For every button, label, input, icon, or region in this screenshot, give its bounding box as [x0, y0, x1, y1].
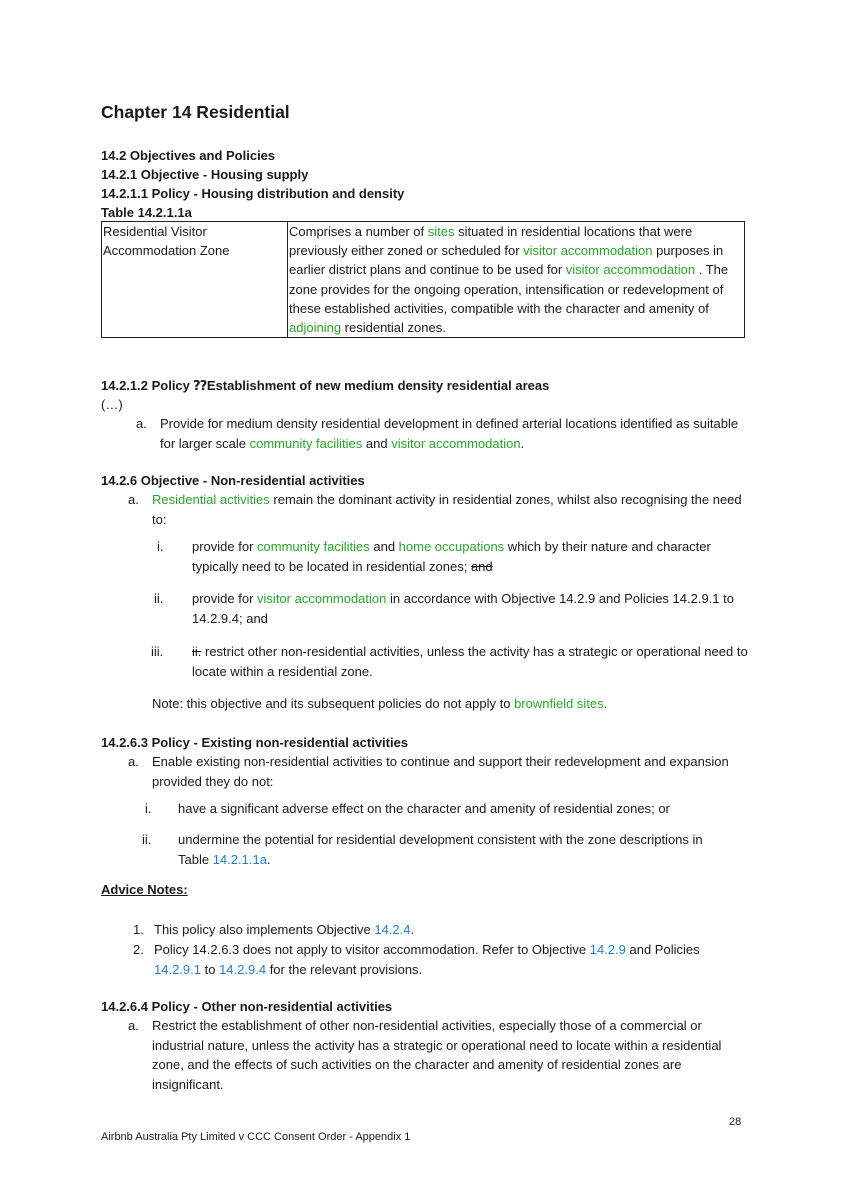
objective-1426-note [152, 694, 742, 714]
list-marker: 1. [133, 922, 144, 937]
note-text: . [603, 696, 608, 711]
item-text: provide for [192, 539, 258, 554]
chapter-title: Chapter 14 Residential [101, 102, 290, 122]
table-row [102, 222, 745, 338]
defined-term-home-occupations[interactable]: home occupations [398, 539, 505, 554]
zone-description-text: . The zone provides for the ongoing operation, intensification or redevelopment of these established activities, compatible with the character and amenity of [289, 262, 729, 316]
item-text: restrict other non-residential activities, unless the activity has a strategic or operational need to locate within a residential zone. [192, 644, 748, 679]
zone-name-cell [102, 222, 288, 338]
zone-description-text: situated in residential locations that were previously either zoned or scheduled for [289, 224, 693, 259]
cross-reference-link[interactable]: 14.2.4 [374, 922, 411, 937]
objective-1426-item-ii [192, 589, 752, 628]
defined-term-visitor-accommodation[interactable]: visitor accommodation [565, 262, 696, 278]
zone-name: Residential Visitor Accommodation Zone [103, 224, 230, 259]
heading-policy-housing-distribution: 14.2.1.1 Policy - Housing distribution and density [101, 186, 405, 201]
note-text: Note: this objective and its subsequent policies do not apply to [152, 696, 515, 711]
defined-term-brownfield-sites[interactable]: brownfield sites [514, 696, 604, 711]
list-marker: ii. [154, 591, 164, 606]
policy-14263-item-a: Enable existing non-residential activities to continue and support their redevelopment and expansion provided they do not: [152, 754, 729, 789]
list-marker: i. [145, 801, 152, 816]
zone-description-text: residential zones. [341, 320, 446, 336]
note-text: to [201, 961, 220, 977]
policy-14212-item-a [160, 414, 750, 453]
item-text: provide for [192, 591, 258, 606]
item-text: in accordance with Objective 14.2.9 and Policies 14.2.9.1 to 14.2.9.4; and [192, 591, 734, 626]
advice-note-2 [154, 940, 734, 979]
page-number: 28 [729, 1116, 742, 1128]
note-text: This policy also implements Objective [154, 922, 375, 937]
cross-reference-link[interactable]: 14.2.9.4 [219, 961, 267, 977]
defined-term-visitor-accommodation[interactable]: visitor accommodation [391, 435, 521, 451]
policy-14263-item-i: have a significant adverse effect on the character and amenity of residential zones; or [178, 801, 670, 816]
struck-out-text: ii. [192, 644, 202, 659]
item-text: and [369, 539, 399, 554]
list-marker: 2. [133, 942, 144, 957]
policy-14263-item-ii [178, 830, 718, 869]
heading-policy-14264: 14.2.6.4 Policy - Other non-residential activities [101, 999, 393, 1014]
defined-term-sites[interactable]: sites [427, 224, 455, 239]
defined-term-visitor-accommodation[interactable]: visitor accommodation [257, 591, 387, 606]
note-text: and Policies [625, 942, 700, 957]
item-text: Provide for medium density residential development in defined arterial locations identified as suitable for larger scale [160, 416, 739, 451]
note-text: Policy 14.2.6.3 does not apply to visitor accommodation. Refer to Objective [154, 942, 590, 957]
item-text: undermine the potential for residential development consistent with the zone descriptions in Table [178, 832, 703, 867]
list-marker: ii. [142, 832, 152, 847]
zone-description-cell [288, 222, 745, 338]
note-text: . [410, 922, 415, 937]
heading-policy-14263: 14.2.6.3 Policy - Existing non-residential activities [101, 735, 409, 750]
note-text: for the relevant provisions. [266, 961, 423, 977]
defined-term-adjoining[interactable]: adjoining [289, 320, 342, 336]
defined-term-community-facilities[interactable]: community facilities [249, 435, 363, 451]
zone-description-text: purposes in earlier district plans and continue to be used for [289, 243, 724, 278]
defined-term-community-facilities[interactable]: community facilities [257, 539, 370, 554]
heading-objective-1426: 14.2.6 Objective - Non-residential activities [101, 473, 365, 488]
policy-14264-item-a: Restrict the establishment of other non-residential activities, especially those of a commercial or industrial nature, unless the activity has a strategic or operational need to locate within a residential zone, and the effects of such activities on the character and amenity of residential zones are insignificant. [152, 1018, 722, 1092]
item-text: . [266, 851, 271, 867]
heading-policy-14212: 14.2.1.2 Policy ⁇Establishment of new medium density residential areas [101, 378, 550, 393]
list-marker: a. [128, 754, 139, 769]
objective-1426-item-a [152, 490, 742, 529]
zone-table [101, 221, 745, 338]
heading-objective-housing-supply: 14.2.1 Objective - Housing supply [101, 167, 309, 182]
table-label: Table 14.2.1.1a [101, 205, 192, 220]
list-marker: a. [128, 492, 139, 507]
list-marker: iii. [151, 644, 164, 659]
item-text: and [362, 435, 392, 451]
list-marker: a. [128, 1018, 139, 1033]
struck-out-text: and [470, 558, 493, 574]
objective-1426-item-iii [192, 642, 752, 681]
cross-reference-link[interactable]: 14.2.9.1 [154, 961, 201, 977]
defined-term-visitor-accommodation[interactable]: visitor accommodation [523, 243, 653, 259]
objective-1426-item-i [192, 537, 752, 576]
omitted-text-ellipsis: (…) [101, 397, 123, 412]
heading-objectives-policies: 14.2 Objectives and Policies [101, 148, 276, 163]
list-marker: i. [157, 539, 164, 554]
cross-reference-link[interactable]: 14.2.1.1a [212, 851, 267, 867]
list-marker: a. [136, 416, 147, 431]
footer-text: Airbnb Australia Pty Limited v CCC Consent Order - Appendix 1 [101, 1131, 411, 1143]
advice-notes-heading: Advice Notes: [101, 882, 188, 897]
advice-note-1 [154, 920, 744, 940]
cross-reference-link[interactable]: 14.2.9 [589, 942, 626, 957]
zone-description-text: Comprises a number of [289, 224, 428, 239]
defined-term-residential-activities[interactable]: Residential activities [152, 492, 270, 507]
item-text: which by their nature and character typically need to be located in residential zones; [192, 539, 711, 574]
item-text: remain the dominant activity in residential zones, whilst also recognising the need to: [152, 492, 742, 527]
item-text: . [520, 435, 525, 451]
